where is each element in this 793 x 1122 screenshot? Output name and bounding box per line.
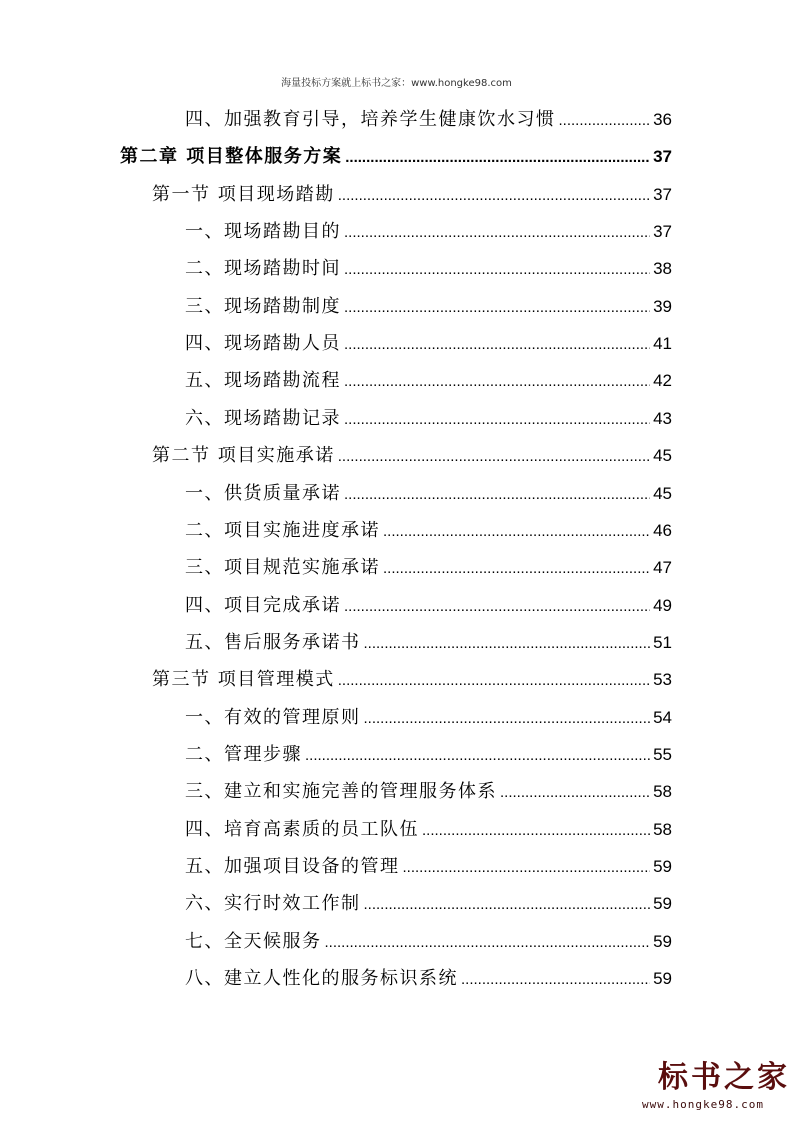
toc-subsection-entry[interactable] — [185, 854, 672, 880]
toc-page-number: 45 — [653, 483, 672, 503]
toc-page-number: 53 — [653, 670, 672, 690]
toc-leader-dots — [344, 257, 650, 283]
logo-url: www.hongke98.com — [642, 1098, 764, 1111]
toc-leader-dots — [344, 220, 650, 246]
toc-leader-dots — [461, 967, 650, 993]
toc-leader-dots — [500, 780, 650, 806]
toc-page-number: 46 — [653, 520, 672, 540]
toc-section-entry[interactable] — [152, 182, 672, 208]
toc-subsection-entry[interactable] — [185, 555, 672, 581]
toc-leader-dots — [338, 668, 650, 694]
toc-page-number: 54 — [653, 707, 672, 727]
toc-subsection-entry[interactable] — [185, 966, 672, 992]
toc-subsection-entry[interactable] — [185, 742, 672, 768]
toc-page-number: 49 — [653, 595, 672, 615]
toc-entry-title: 三、现场踏勘制度 — [185, 295, 341, 317]
toc-entry-title: 一、供货质量承诺 — [185, 482, 341, 504]
toc-entry-title: 四、项目完成承诺 — [185, 594, 341, 616]
toc-page-number: 37 — [653, 184, 672, 204]
toc-entry-title: 六、现场踏勘记录 — [185, 407, 341, 429]
toc-page-number: 41 — [653, 334, 672, 354]
toc-page-number: 42 — [653, 371, 672, 391]
toc-subsection-entry[interactable] — [185, 593, 672, 619]
toc-leader-dots — [364, 892, 651, 918]
toc-entry-title: 四、培育高素质的员工队伍 — [185, 818, 419, 840]
toc-entry-title: 四、现场踏勘人员 — [185, 333, 341, 355]
toc-leader-dots — [344, 407, 650, 433]
toc-entry-title: 六、实行时效工作制 — [185, 893, 361, 915]
toc-leader-dots — [305, 743, 650, 769]
toc-leader-dots — [338, 183, 650, 209]
toc-page-number: 59 — [653, 969, 672, 989]
logo-name: 标书之家 — [658, 1060, 790, 1095]
toc-entry-title: 二、项目实施进度承诺 — [185, 519, 380, 541]
toc-leader-dots — [344, 332, 650, 358]
toc-subsection-entry[interactable] — [185, 219, 672, 245]
toc-leader-dots — [383, 519, 650, 545]
toc-page-number: 58 — [653, 819, 672, 839]
toc-leader-dots — [344, 594, 650, 620]
toc-entry-title: 第二章 项目整体服务方案 — [120, 146, 343, 168]
toc-page-number: 45 — [653, 446, 672, 466]
toc-entry-title: 二、现场踏勘时间 — [185, 258, 341, 280]
toc-page-number: 47 — [653, 558, 672, 578]
toc-page-number: 55 — [653, 744, 672, 764]
toc-page-number: 59 — [653, 894, 672, 914]
toc-leader-dots — [344, 369, 650, 395]
toc-page-number: 59 — [653, 857, 672, 876]
toc-leader-dots — [383, 556, 650, 582]
toc-leader-dots — [344, 482, 650, 508]
toc-entry-title: 七、全天候服务 — [185, 930, 322, 952]
toc-entry-title: 二、管理步骤 — [185, 743, 302, 765]
toc-page-number: 59 — [653, 931, 672, 951]
toc-entry-title: 五、现场踏勘流程 — [185, 370, 341, 392]
toc-leader-dots — [403, 855, 651, 881]
toc-subsection-entry[interactable] — [185, 817, 672, 843]
toc-entry-title: 一、现场踏勘目的 — [185, 221, 341, 243]
toc-subsection-entry[interactable] — [185, 107, 672, 133]
toc-subsection-entry[interactable] — [185, 891, 672, 917]
toc-leader-dots — [422, 818, 650, 844]
toc-leader-dots — [344, 295, 650, 321]
toc-entry-title: 五、售后服务承诺书 — [185, 631, 361, 653]
toc-page-number: 37 — [653, 222, 672, 242]
logo — [628, 1058, 788, 1116]
toc-page-number: 39 — [653, 296, 672, 316]
toc-page-number: 36 — [653, 110, 672, 129]
toc-entry-title: 三、建立和实施完善的管理服务体系 — [185, 781, 497, 803]
toc-subsection-entry[interactable] — [185, 406, 672, 432]
toc-entry-title: 一、有效的管理原则 — [185, 706, 361, 728]
toc-page-number: 43 — [653, 408, 672, 428]
page-header: 海量投标方案就上标书之家：www.hongke98.com — [281, 78, 512, 89]
toc-page-number: 37 — [653, 147, 672, 167]
toc-subsection-entry[interactable] — [185, 705, 672, 731]
toc-leader-dots — [345, 145, 650, 171]
toc-leader-dots — [364, 706, 651, 732]
toc-subsection-entry[interactable] — [185, 518, 672, 544]
toc-subsection-entry[interactable] — [185, 481, 672, 507]
toc-subsection-entry[interactable] — [185, 294, 672, 320]
toc-subsection-entry[interactable] — [185, 368, 672, 394]
toc-subsection-entry[interactable] — [185, 929, 672, 955]
toc-page-number: 38 — [653, 259, 672, 279]
toc-subsection-entry[interactable] — [185, 779, 672, 805]
toc-page-number: 51 — [653, 632, 672, 652]
toc-entry-title: 第二节 项目实施承诺 — [152, 445, 335, 467]
toc-leader-dots — [325, 930, 651, 956]
toc-entry-title: 第三节 项目管理模式 — [152, 669, 335, 691]
toc-page-number: 58 — [653, 782, 672, 802]
toc-leader-dots — [364, 631, 651, 657]
toc-entry-title: 三、项目规范实施承诺 — [185, 557, 380, 579]
toc-section-entry[interactable] — [152, 667, 672, 693]
toc-section-entry[interactable] — [152, 443, 672, 469]
toc-subsection-entry[interactable] — [185, 256, 672, 282]
toc-subsection-entry[interactable] — [185, 630, 672, 656]
toc-entry-title: 四、加强教育引导，培养学生健康饮水习惯 — [185, 109, 556, 130]
toc-leader-dots — [338, 444, 650, 470]
toc-entry-title: 第一节 项目现场踏勘 — [152, 183, 335, 205]
toc-chapter-entry[interactable] — [120, 144, 672, 170]
toc-leader-dots — [559, 108, 651, 134]
toc-subsection-entry[interactable] — [185, 331, 672, 357]
toc-entry-title: 五、加强项目设备的管理 — [185, 856, 400, 877]
toc-entry-title: 八、建立人性化的服务标识系统 — [185, 968, 458, 990]
